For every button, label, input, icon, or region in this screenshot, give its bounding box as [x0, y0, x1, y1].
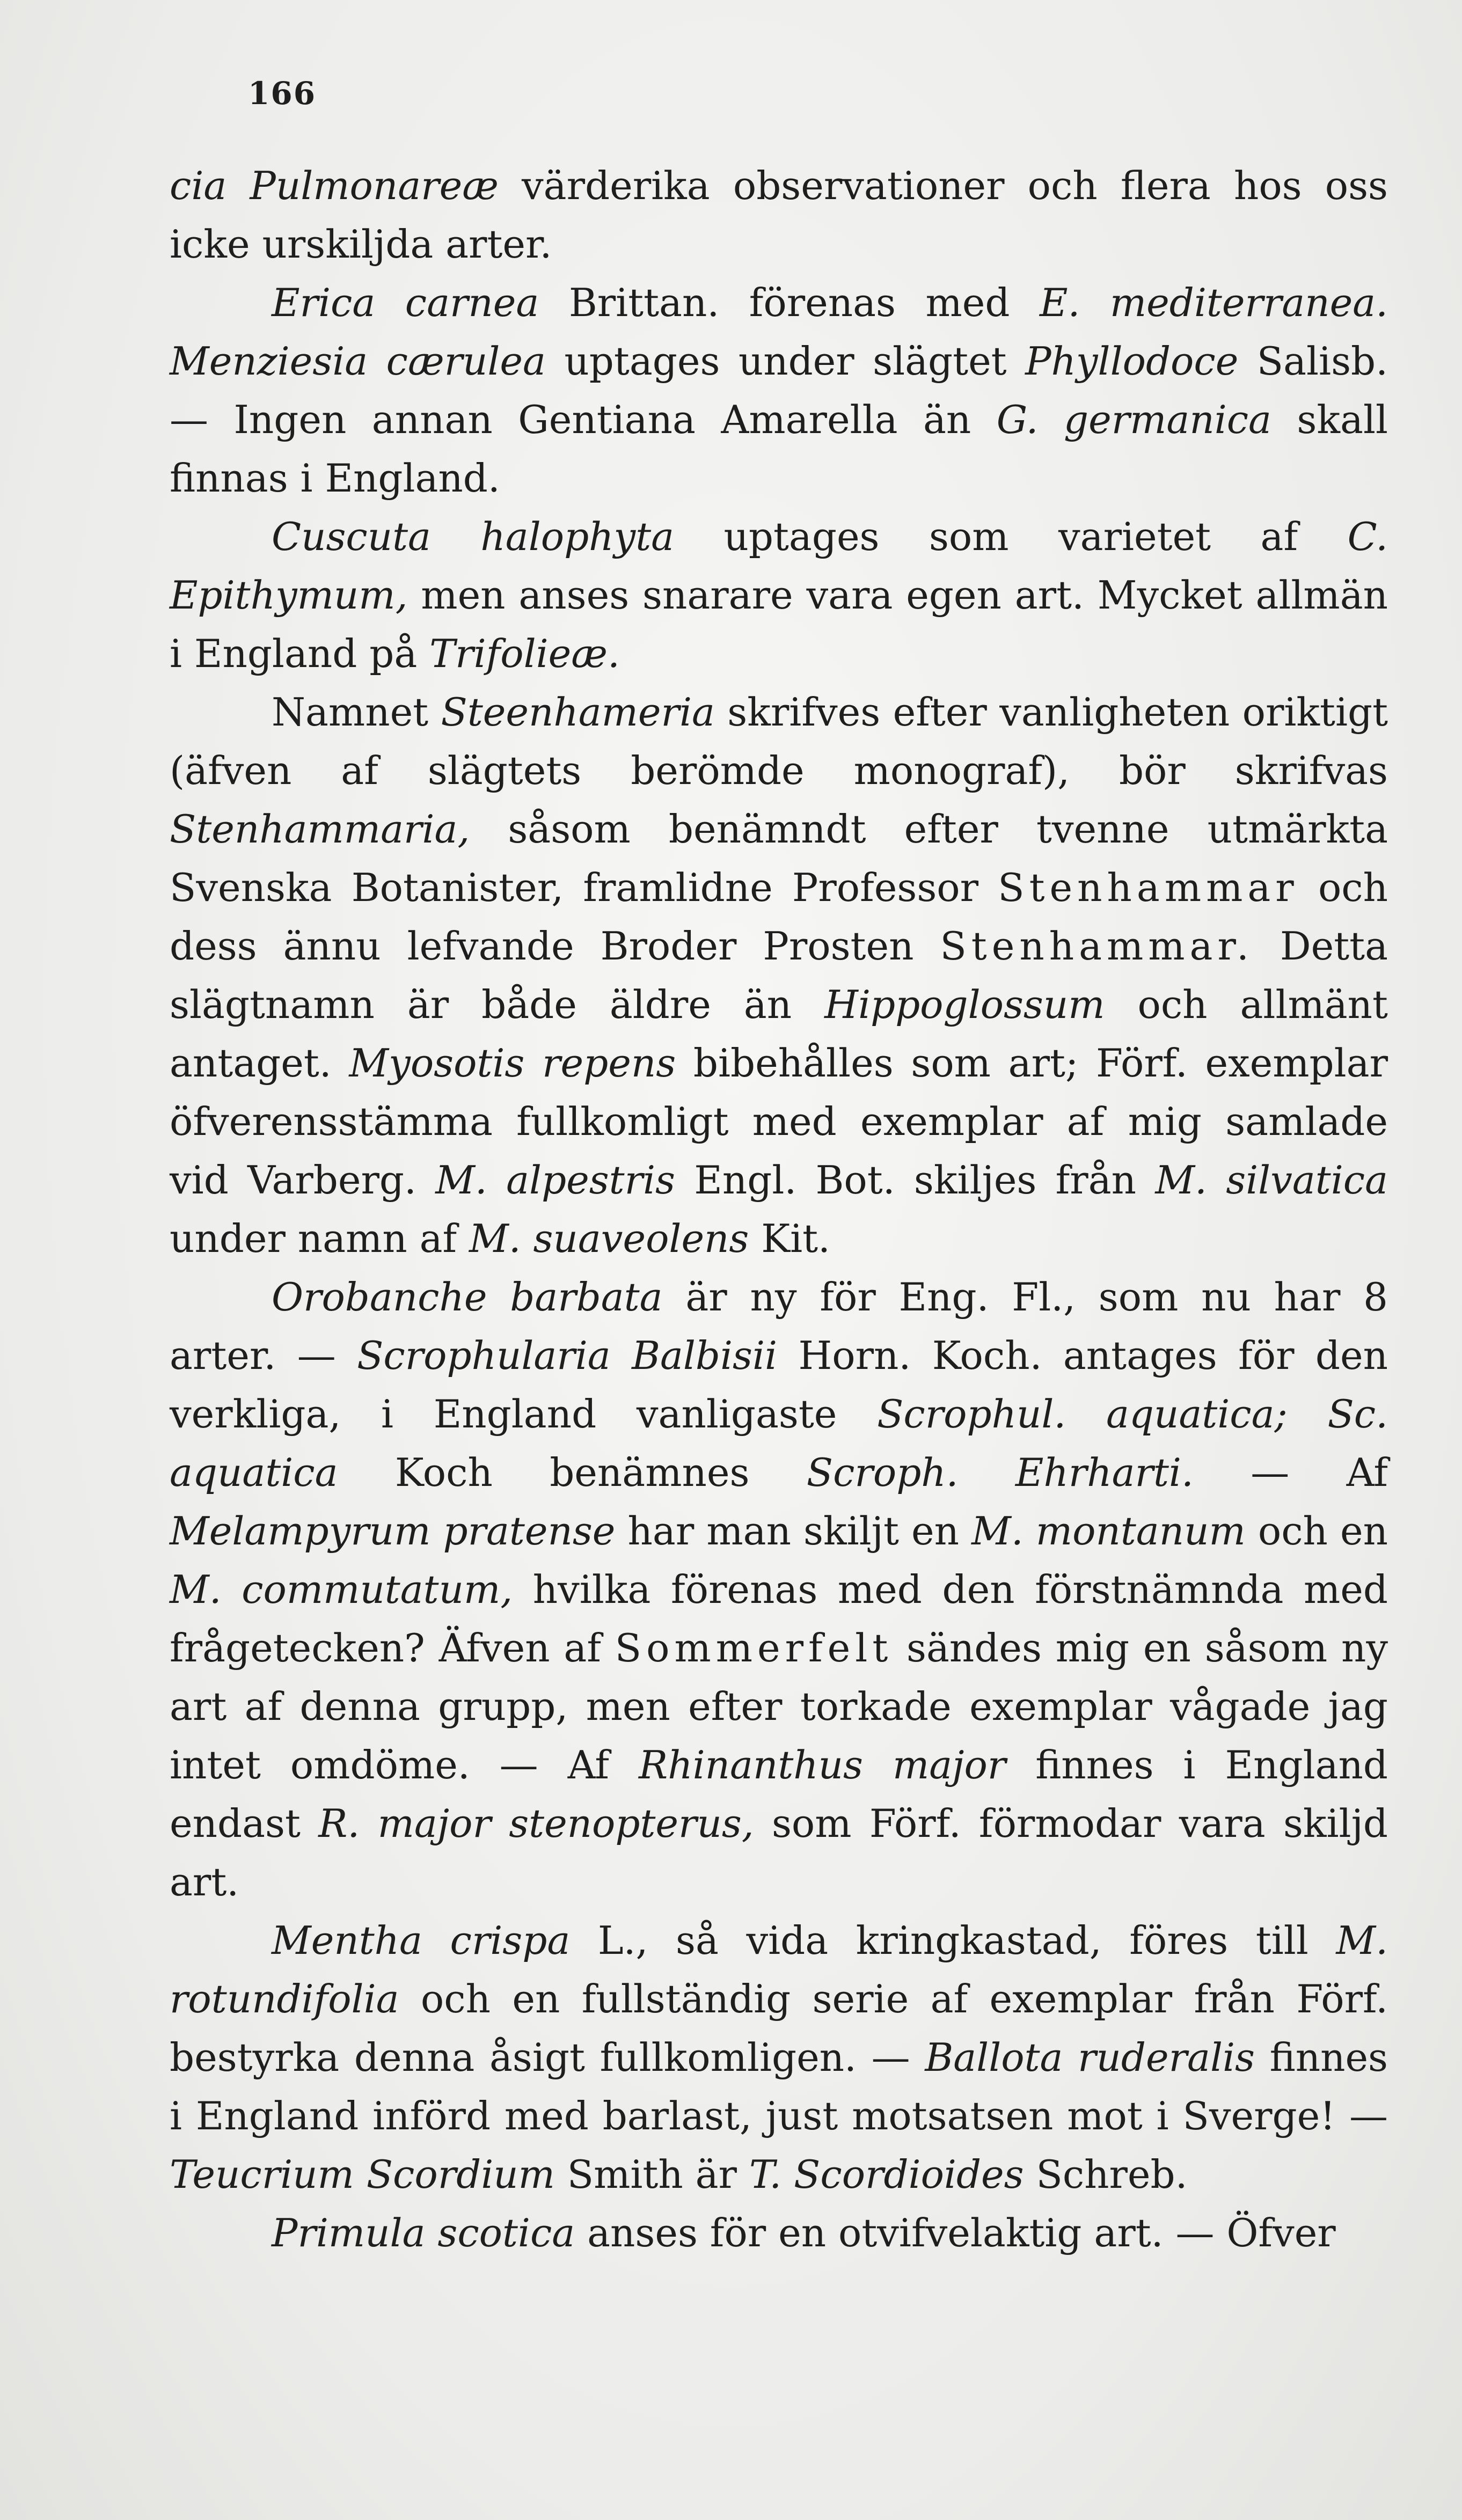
italic-term: Ballota ruderalis [925, 2035, 1255, 2080]
text-run: Koch benämnes [338, 1450, 807, 1495]
text-run: värderika observationer och flera hos oss icke urskiljda arter. [170, 163, 1388, 267]
text-run: Namnet [272, 690, 441, 735]
text-run: Detta slägtnamn är både äldre än [170, 924, 1388, 1027]
italic-term: Hippoglossum [824, 982, 1105, 1027]
text-run: L., så vida kringkastad, föres till [570, 1918, 1336, 1963]
italic-term: Trifolieæ. [429, 631, 620, 676]
italic-term: Rhinanthus major [639, 1742, 1006, 1788]
body-text [170, 157, 1388, 2262]
text-run: Kit. [749, 1216, 830, 1261]
italic-term: M. alpestris [435, 1158, 676, 1203]
italic-term: Menziesia cærulea [170, 339, 546, 384]
italic-term: G. germanica [996, 397, 1271, 442]
text-run: Brittan. förenas med [539, 280, 1040, 325]
paragraph [170, 1268, 1388, 1911]
italic-term: Cuscuta halophyta [272, 514, 675, 559]
text-run: och en [1245, 1508, 1388, 1554]
italic-term: Orobanche barbata [272, 1274, 663, 1320]
text-run: Salisb. — Ingen annan Gentiana Amarella än [170, 339, 1388, 442]
italic-term: M. suaveolens [469, 1216, 749, 1261]
text-run: Engl. Bot. skiljes från [675, 1158, 1156, 1203]
spaced-name: Sommerfelt [615, 1625, 893, 1671]
text-run: anses för en otvifvelaktig art. — Öfver [575, 2210, 1336, 2255]
text-run: uptages under slägtet [545, 339, 1026, 384]
spaced-name: Stenhammar. [940, 924, 1254, 969]
italic-term: C. Epithymum, [170, 514, 1388, 618]
italic-term: Erica carnea [272, 280, 539, 325]
text-run: finnes i England införd med barlast, just motsatsen mot i Sverge! — [170, 2035, 1388, 2138]
text-run: och allmänt antaget. [170, 982, 1388, 1086]
text-run: uptages som varietet af [674, 514, 1348, 559]
text-run: skall finnas i England. [170, 397, 1388, 501]
text-run: och en fullständig serie af exemplar från Förf. bestyrka denna åsigt fullkomligen. — [170, 1976, 1388, 2080]
italic-term: Phyllodoce [1025, 339, 1239, 384]
italic-term: Teucrium Scordium [170, 2152, 555, 2197]
italic-term: M. montanum [971, 1508, 1246, 1554]
italic-term: Melampyrum pratense [170, 1508, 616, 1554]
text-run: som Förf. förmodar vara skiljd art. [170, 1801, 1388, 1904]
paragraph [170, 683, 1388, 1268]
text-run: såsom benämndt efter tvenne utmärkta Svenska Botanister, framlidne Professor [170, 807, 1388, 910]
italic-term: Primula scotica [272, 2210, 575, 2255]
text-run: Horn. Koch. antages för den verkliga, i England vanligaste [170, 1333, 1388, 1437]
italic-term: M. silvatica [1155, 1158, 1388, 1203]
italic-term: Stenhammaria, [170, 807, 470, 852]
paragraph [170, 508, 1388, 683]
text-run: Schreb. [1024, 2152, 1188, 2197]
text-run: men anses snarare vara egen art. Mycket allmän i England på [170, 573, 1388, 676]
text-run: under namn af [170, 1216, 470, 1261]
text-run: sändes mig en såsom ny art af denna grupp, men efter torkade exemplar vågade jag intet omdöme. — Af [170, 1625, 1388, 1788]
italic-term: M. commutatum, [170, 1567, 513, 1612]
text-run: skrifves efter vanligheten oriktigt (äfven af slägtets berömde monograf), bör skrifvas [170, 690, 1388, 793]
italic-term: Pulmonareæ [250, 163, 499, 208]
italic-term: R. major stenopterus, [318, 1801, 754, 1846]
text-run: Smith är [554, 2152, 749, 2197]
italic-term: Steenhameria [441, 690, 715, 735]
spaced-name: Stenhammar [998, 865, 1299, 910]
italic-term: Mentha crispa [272, 1918, 571, 1963]
text-run: är ny för Eng. Fl., som nu har 8 arter. — [170, 1274, 1388, 1378]
italic-term: E. mediterranea. [1039, 280, 1388, 325]
italic-term: M. rotundifolia [170, 1918, 1388, 2021]
text-run: — Af [1193, 1450, 1388, 1495]
italic-term: cia [170, 163, 250, 208]
text-run: finnes i England endast [170, 1742, 1388, 1846]
paragraph [170, 2204, 1388, 2262]
text-run: hvilka förenas med den förstnämnda med frågetecken? Äfven af [170, 1567, 1388, 1671]
paragraph [170, 157, 1388, 274]
italic-term: Myosotis repens [349, 1041, 676, 1086]
italic-term: Scrophularia Balbisii [357, 1333, 778, 1378]
italic-term: Scrophul. aquatica; Sc. aquatica [170, 1391, 1388, 1495]
paragraph [170, 274, 1388, 508]
text-run: har man skiljt en [615, 1508, 972, 1554]
italic-term: T. Scordioides [749, 2152, 1024, 2197]
text-run: bibehålles som art; Förf. exemplar öfverensstämma fullkomligt med exemplar af mig samlade vid Varberg. [170, 1041, 1388, 1203]
paragraph [170, 1911, 1388, 2204]
page-number: 166 [248, 75, 317, 112]
italic-term: Scroph. Ehrharti. [806, 1450, 1194, 1495]
text-run: och dess ännu lefvande Broder Prosten [170, 865, 1388, 969]
